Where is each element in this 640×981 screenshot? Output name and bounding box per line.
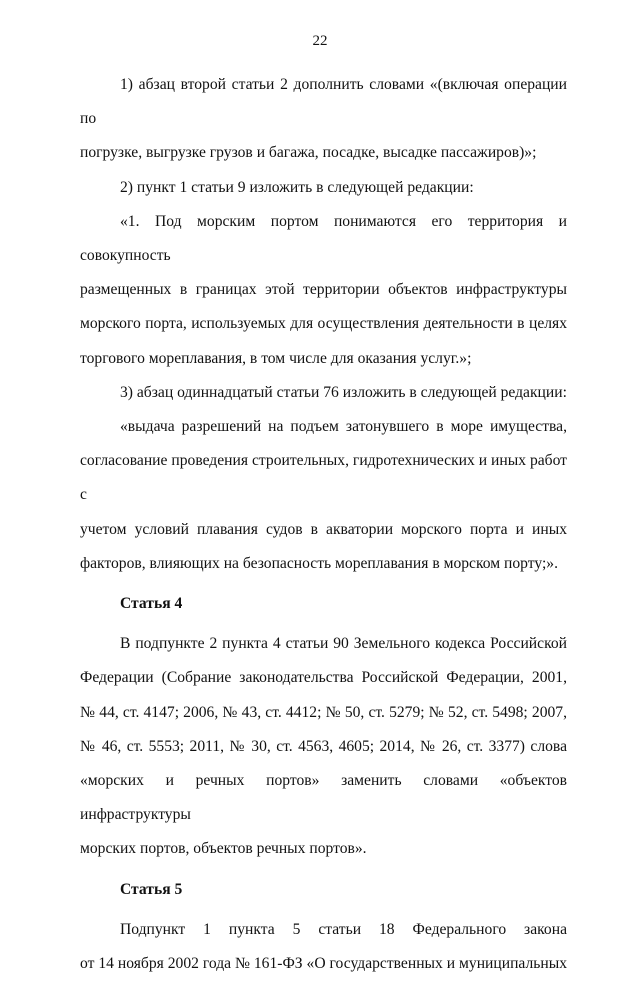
- text-line: морских портов, объектов речных портов».: [80, 840, 367, 858]
- text-line: № 46, ст. 5553; 2011, № 30, ст. 4563, 4605; 2014, № 26, ст. 3377) слова: [80, 737, 567, 755]
- text-line: В подпункте 2 пункта 4 статьи 90 Земельного кодекса Российской: [120, 635, 567, 653]
- quoted-paragraph-port-definition: [80, 205, 567, 376]
- text-line: Подпункт 1 пункта 5 статьи 18 Федерального закона: [120, 920, 567, 938]
- amendment-item-2: [80, 171, 567, 205]
- article-5-body: [80, 913, 567, 981]
- article-heading-5: Статья 5: [120, 880, 183, 898]
- text-line: «1. Под морским портом понимаются его территория и совокупность: [80, 212, 567, 265]
- amendment-item-3: [80, 376, 567, 410]
- text-line: «морских и речных портов» заменить словами «объектов инфраструктуры: [80, 772, 567, 824]
- text-line: 3) абзац одиннадцатый статьи 76 изложить в следующей редакции:: [120, 383, 567, 401]
- text-line: торгового мореплавания, в том числе для оказания услуг.»;: [80, 349, 472, 367]
- article-heading-4: Статья 4: [120, 595, 183, 613]
- article-4-body: [80, 627, 567, 866]
- text-line: погрузке, выгрузке грузов и багажа, посадке, высадке пассажиров)»;: [80, 144, 537, 162]
- text-line: № 44, ст. 4147; 2006, № 43, ст. 4412; № 50, ст. 5279; № 52, ст. 5498; 2007,: [80, 703, 567, 721]
- text-line: 2) пункт 1 статьи 9 изложить в следующей редакции:: [120, 178, 474, 196]
- text-line: факторов, влияющих на безопасность мореплавания в морском порту;».: [80, 554, 558, 572]
- page-number: 22: [312, 33, 328, 49]
- text-line: согласование проведения строительных, гидротехнических и иных работ с: [80, 452, 567, 504]
- text-line: морского порта, используемых для осуществления деятельности в целях: [80, 315, 567, 333]
- quoted-paragraph-permits: [80, 410, 567, 581]
- text-line: от 14 ноября 2002 года № 161-ФЗ «О государственных и муниципальных: [80, 955, 567, 973]
- text-line: Федерации (Собрание законодательства Российской Федерации, 2001,: [80, 669, 567, 687]
- document-body: [80, 68, 567, 981]
- text-line: «выдача разрешений на подъем затонувшего в море имущества,: [120, 418, 567, 436]
- text-line: размещенных в границах этой территории объектов инфраструктуры: [80, 281, 567, 299]
- amendment-item-1: [80, 68, 567, 171]
- text-line: учетом условий плавания судов в акватории морского порта и иных: [80, 520, 567, 538]
- text-line: 1) абзац второй статьи 2 дополнить словами «(включая операции по: [80, 76, 567, 128]
